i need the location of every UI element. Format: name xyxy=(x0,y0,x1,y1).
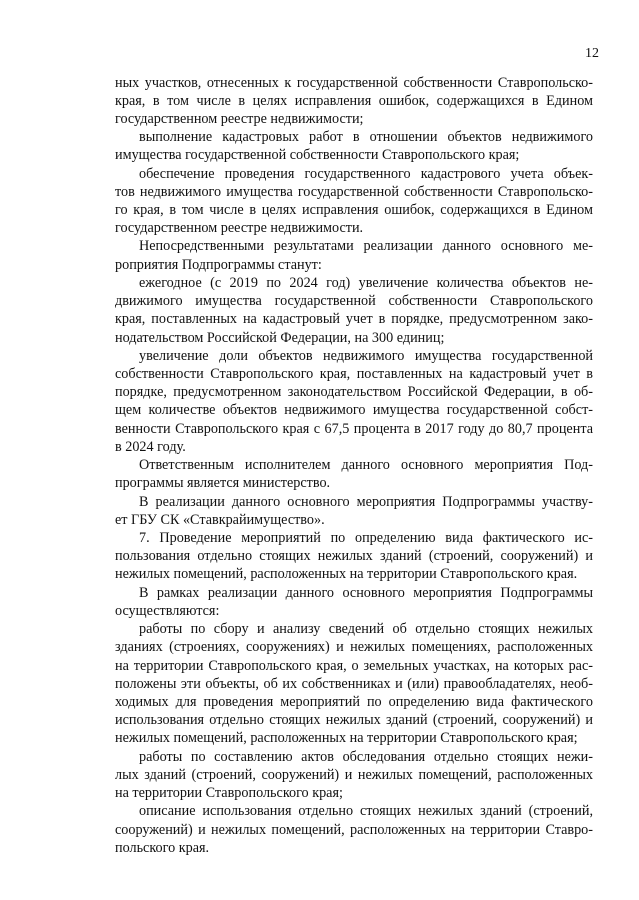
text-line: нежилых помещений, расположенных на территории Ставропольского края. xyxy=(115,566,578,583)
text-line: пользования отдельно стоящих нежилых зданий (строений, сооружений) и xyxy=(115,548,593,565)
text-line: ных участков, отнесенных к государственной собственности Ставропольско- xyxy=(115,74,593,91)
text-line: венности Ставропольского края с 67,5 процента в 2017 году до 80,7 процента xyxy=(115,420,593,437)
text-line: программы является министерство. xyxy=(115,475,331,492)
text-line: государственном реестре недвижимости. xyxy=(115,220,364,237)
text-line: ходимых для проведения мероприятий по определению вида фактического xyxy=(115,693,593,710)
text-line: описание использования отдельно стоящих нежилых зданий (строений, xyxy=(139,803,593,820)
text-line: лых зданий (строений, сооружений) и нежилых помещений, расположенных xyxy=(115,766,593,783)
text-line: работы по составлению актов обследования отдельно стоящих нежи- xyxy=(139,748,593,765)
text-line: работы по сбору и анализу сведений об отдельно стоящих нежилых xyxy=(139,621,593,638)
text-line: роприятия Подпрограммы станут: xyxy=(115,256,322,273)
text-line: государственном реестре недвижимости; xyxy=(115,110,364,127)
text-line: на территории Ставропольского края, о земельных участках, на которых рас- xyxy=(115,657,593,674)
text-line: на территории Ставропольского края; xyxy=(115,785,343,802)
text-line: ежегодное (с 2019 по 2024 год) увеличение количества объектов не- xyxy=(139,274,593,291)
text-line: Ответственным исполнителем данного основного мероприятия Под- xyxy=(139,457,593,474)
text-line: 7. Проведение мероприятий по определению вида фактического ис- xyxy=(139,530,593,546)
text-line: нодательством Российской Федерации, на 300 единиц; xyxy=(115,329,445,346)
text-line: польского края. xyxy=(115,839,210,856)
text-line: зданиях (строениях, сооружениях) и нежилых помещениях, расположенных xyxy=(115,639,593,656)
text-line: края, в том числе в целях исправления ошибок, содержащихся в Едином xyxy=(115,92,593,109)
text-line: выполнение кадастровых работ в отношении объектов недвижимого xyxy=(139,129,593,146)
text-line: порядке, предусмотренном законодательством Российской Федерации, в об- xyxy=(115,384,593,401)
text-line: В реализации данного основного мероприятия Подпрограммы участву- xyxy=(139,493,593,510)
text-line: движимого имущества государственной собственности Ставропольского xyxy=(115,293,593,310)
page-number: 12 xyxy=(585,46,599,61)
text-line: Непосредственными результатами реализации данного основного ме- xyxy=(139,238,593,255)
text-line: увеличение доли объектов недвижимого имущества государственной xyxy=(139,347,593,364)
text-line: В рамках реализации данного основного мероприятия Подпрограммы xyxy=(139,584,593,601)
text-line: го края, в том числе в целях исправления ошибок, содержащихся в Едином xyxy=(115,202,593,219)
text-line: имущества государственной собственности Ставропольского края; xyxy=(115,147,520,164)
text-line: собственности Ставропольского края, поставленных на кадастровый учет в xyxy=(115,366,593,383)
text-line: использования отдельно стоящих нежилых зданий (строений, сооружений) и xyxy=(115,712,593,729)
text-line: щем количестве объектов недвижимого имущества государственной собст- xyxy=(115,402,593,419)
text-line: обеспечение проведения государственного кадастрового учета объек- xyxy=(139,165,593,182)
text-line: осуществляются: xyxy=(115,602,220,619)
text-line: тов недвижимого имущества государственной собственности Ставропольско- xyxy=(115,183,593,200)
text-line: ет ГБУ СК «Ставкрайимущество». xyxy=(115,511,325,528)
text-line: положены эти объекты, об их собственниках и (или) правообладателях, необ- xyxy=(115,675,593,692)
text-line: нежилых помещений, расположенных на территории Ставропольского края; xyxy=(115,730,578,747)
text-line: края, поставленных на кадастровый учет в порядке, предусмотренном зако- xyxy=(115,311,593,328)
text-line: сооружений) и нежилых помещений, расположенных на территории Ставро- xyxy=(115,821,593,838)
text-line: в 2024 году. xyxy=(115,438,186,455)
